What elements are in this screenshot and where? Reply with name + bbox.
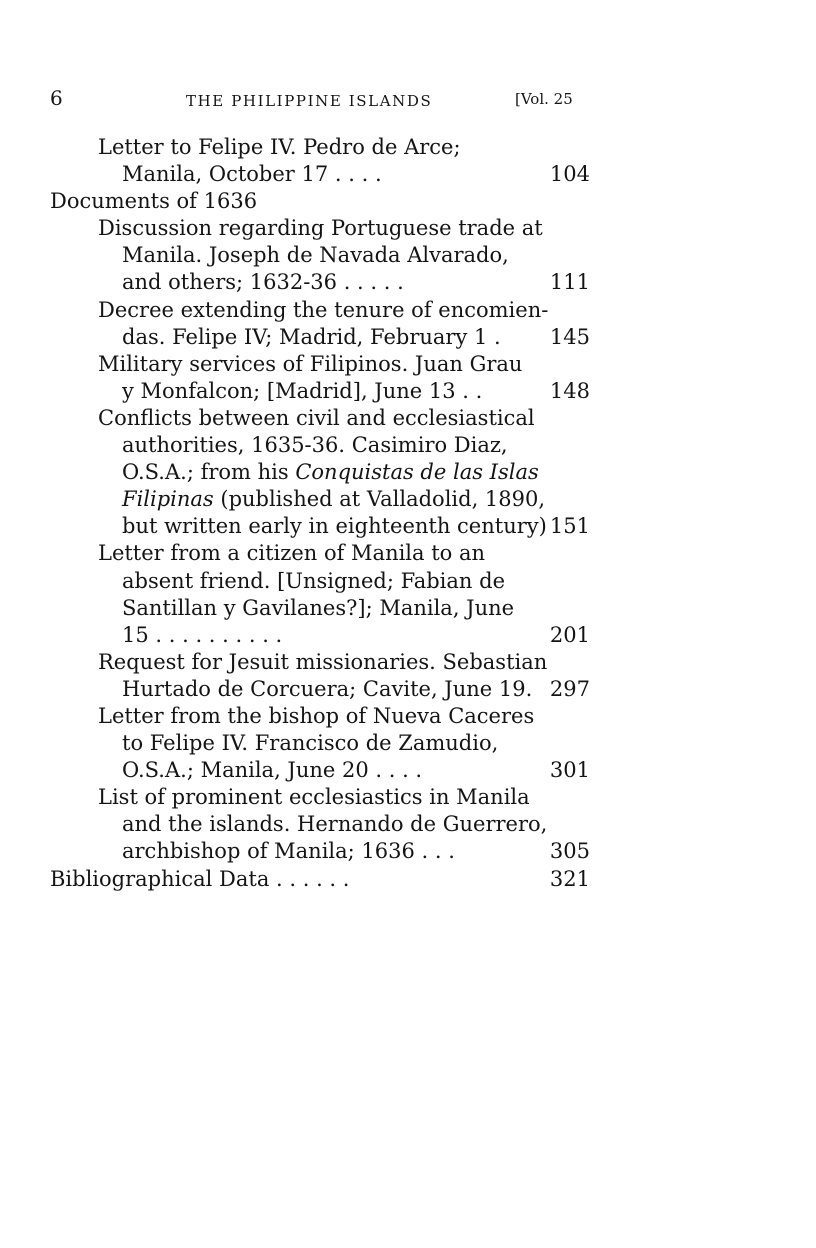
toc-line [50, 134, 590, 161]
toc-text: Manila. Joseph de Navada Alvarado, [122, 243, 509, 268]
toc-page-number: 297 [549, 676, 590, 701]
toc-line [50, 757, 590, 784]
toc-text: Letter from the bishop of Nueva Caceres [98, 703, 535, 728]
toc-line [50, 730, 590, 757]
toc-page-number: 104 [549, 162, 590, 187]
toc-line [50, 242, 590, 269]
toc-line [50, 297, 590, 324]
toc-line-text [122, 379, 482, 403]
toc-page-number: 148 [549, 378, 590, 403]
toc-line-text [50, 867, 349, 891]
toc-line-text [122, 569, 505, 593]
toc-text: List of prominent ecclesiastics in Manila [98, 785, 530, 810]
toc-line [50, 622, 590, 649]
toc-line-text [98, 785, 530, 809]
toc-text: Request for Jesuit missionaries. Sebastian [98, 649, 548, 674]
toc-line [50, 649, 590, 676]
toc-text: absent friend. [Unsigned; Fabian de [122, 568, 505, 593]
toc-line-text [122, 433, 508, 457]
toc-line [50, 595, 590, 622]
toc-line-text [98, 406, 535, 430]
toc-line [50, 269, 590, 296]
toc-text: 15 . . . . . . . . . . [122, 622, 283, 647]
toc-text: and the islands. Hernando de Guerrero, [122, 812, 548, 837]
toc-text: O.S.A.; Manila, June 20 . . . . [122, 758, 423, 783]
table-of-contents [50, 134, 590, 893]
toc-line-text [122, 162, 382, 186]
toc-page-number: 305 [549, 839, 590, 864]
toc-line [50, 351, 590, 378]
toc-line [50, 676, 590, 703]
toc-line [50, 540, 590, 567]
volume-label: [Vol. 25 [515, 90, 573, 108]
running-header [0, 86, 816, 114]
toc-line [50, 324, 590, 351]
toc-line-text [98, 135, 461, 159]
toc-text: Hurtado de Corcuera; Cavite, June 19. [122, 676, 533, 701]
toc-line-text [122, 596, 514, 620]
toc-line-text [122, 487, 545, 511]
toc-text: Documents of 1636 [50, 189, 258, 214]
toc-italic-title: Filipinas [122, 487, 214, 512]
toc-page-number: 201 [549, 622, 590, 647]
toc-text: and others; 1632-36 . . . . . [122, 270, 404, 295]
toc-page-number: 111 [549, 270, 590, 295]
toc-line [50, 215, 590, 242]
toc-text: but written early in eighteenth century) [122, 514, 547, 539]
toc-line [50, 866, 590, 893]
toc-line-text [122, 839, 455, 863]
toc-line-text [122, 270, 404, 294]
toc-line-text [122, 325, 501, 349]
toc-text: y Monfalcon; [Madrid], June 13 . . [122, 378, 483, 403]
toc-line-text [98, 352, 522, 376]
toc-page-number: 151 [549, 514, 590, 539]
toc-page-number: 145 [549, 324, 590, 349]
toc-italic-title: Conquistas de las Islas [295, 460, 539, 485]
toc-line [50, 838, 590, 865]
toc-line [50, 486, 590, 513]
toc-line-text [122, 623, 282, 647]
toc-text: O.S.A.; from his [122, 460, 289, 485]
toc-line-text [98, 541, 485, 565]
toc-text: authorities, 1635-36. Casimiro Diaz, [122, 433, 508, 458]
running-title: THE PHILIPPINE ISLANDS [186, 92, 433, 110]
toc-text: Bibliographical Data . . . . . . [50, 866, 350, 891]
toc-text: Manila, October 17 . . . . [122, 162, 382, 187]
toc-line-text [98, 216, 543, 240]
page-number: 6 [50, 86, 63, 110]
toc-line [50, 405, 590, 432]
toc-line-text [98, 704, 534, 728]
toc-line [50, 161, 590, 188]
toc-line-text [122, 243, 509, 267]
toc-text: Decree extending the tenure of encomien- [98, 297, 549, 322]
toc-text: Conflicts between civil and ecclesiastical [98, 405, 535, 430]
toc-line-text [122, 460, 539, 484]
toc-line-text [122, 731, 498, 755]
toc-line [50, 811, 590, 838]
toc-line-text [122, 758, 422, 782]
toc-text: Letter to Felipe IV. Pedro de Arce; [98, 135, 461, 159]
toc-line [50, 784, 590, 811]
toc-line-text [122, 514, 547, 538]
toc-line [50, 568, 590, 595]
toc-text: Letter from a citizen of Manila to an [98, 541, 486, 566]
toc-page-number: 321 [549, 866, 590, 891]
toc-line [50, 188, 590, 215]
toc-text: Military services of Filipinos. Juan Grau [98, 351, 523, 376]
toc-text: Discussion regarding Portuguese trade at [98, 216, 543, 241]
toc-line [50, 703, 590, 730]
toc-line [50, 378, 590, 405]
toc-line [50, 432, 590, 459]
toc-text: das. Felipe IV; Madrid, February 1 . [122, 324, 501, 349]
toc-line-text [98, 650, 547, 674]
toc-text: to Felipe IV. Francisco de Zamudio, [122, 731, 499, 756]
toc-line-text [50, 189, 257, 213]
toc-line-text [98, 298, 548, 322]
toc-text: (published at Valladolid, 1890, [213, 487, 546, 512]
toc-line [50, 459, 590, 486]
toc-text: archbishop of Manila; 1636 . . . [122, 839, 455, 864]
toc-page-number: 301 [549, 758, 590, 783]
toc-line [50, 513, 590, 540]
toc-text: Santillan y Gavilanes?]; Manila, June [122, 595, 515, 620]
toc-line-text [122, 677, 532, 701]
toc-line-text [122, 812, 547, 836]
